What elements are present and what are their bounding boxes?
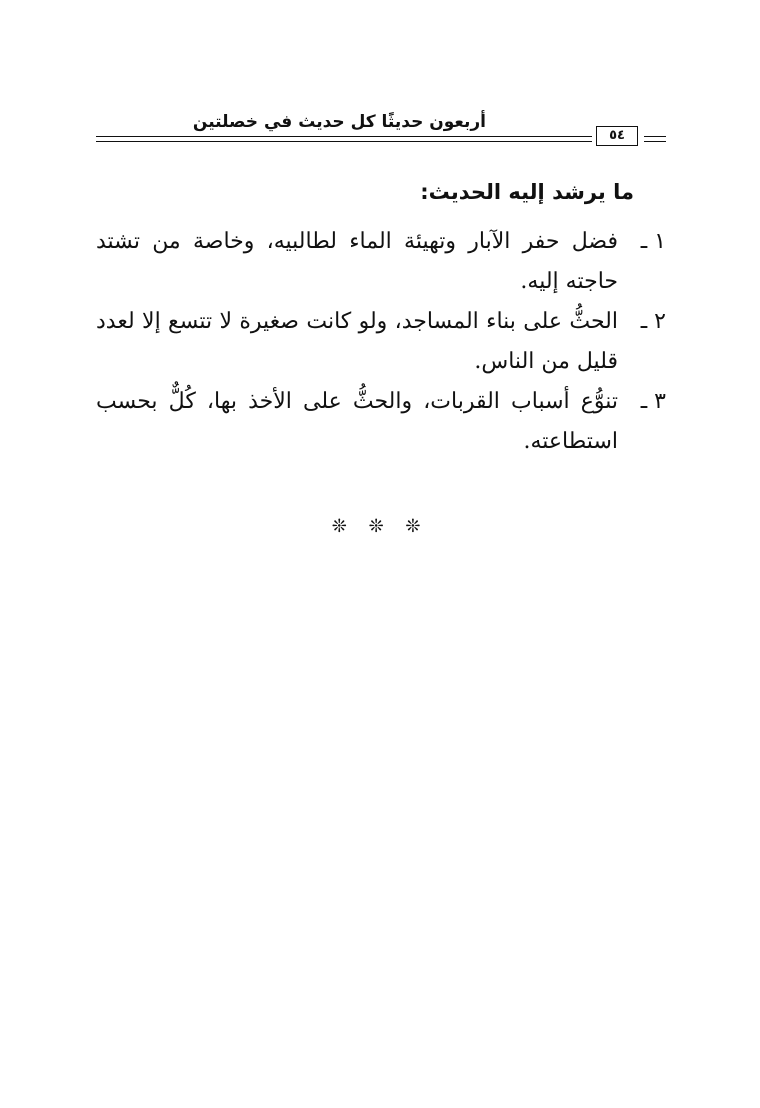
- item-number: ١ ـ: [640, 229, 666, 254]
- item-text: الحثُّ على بناء المساجد، ولو كانت صغيرة لا تتسع إلا لعدد قليل من الناس.: [96, 309, 618, 374]
- header-dash-top: [644, 136, 666, 137]
- book-title: أربعون حديثًا كل حديث في خصلتين: [192, 112, 486, 132]
- header-rule-bottom: [96, 141, 592, 142]
- list-item: [96, 382, 666, 462]
- section-separator: ❊ ❊ ❊: [331, 516, 429, 537]
- list-item: [96, 302, 666, 382]
- list-item: [96, 222, 666, 302]
- item-number: ٣ ـ: [640, 389, 666, 414]
- item-text: فضل حفر الآبار وتهيئة الماء لطالبيه، وخاصة من تشتد حاجته إليه.: [96, 229, 618, 294]
- guidance-list: [96, 222, 666, 462]
- section-heading: ما يرشد إليه الحديث:: [420, 180, 634, 204]
- page-header: [96, 108, 666, 152]
- header-dash-bottom: [644, 141, 666, 142]
- header-rule-top: [96, 136, 592, 137]
- page-body: [96, 178, 666, 462]
- item-number: ٢ ـ: [640, 309, 666, 334]
- item-text: تنوُّع أسباب القربات، والحثُّ على الأخذ بها، كُلٌّ بحسب استطاعته.: [96, 389, 618, 454]
- page-number: ٥٤: [596, 126, 638, 146]
